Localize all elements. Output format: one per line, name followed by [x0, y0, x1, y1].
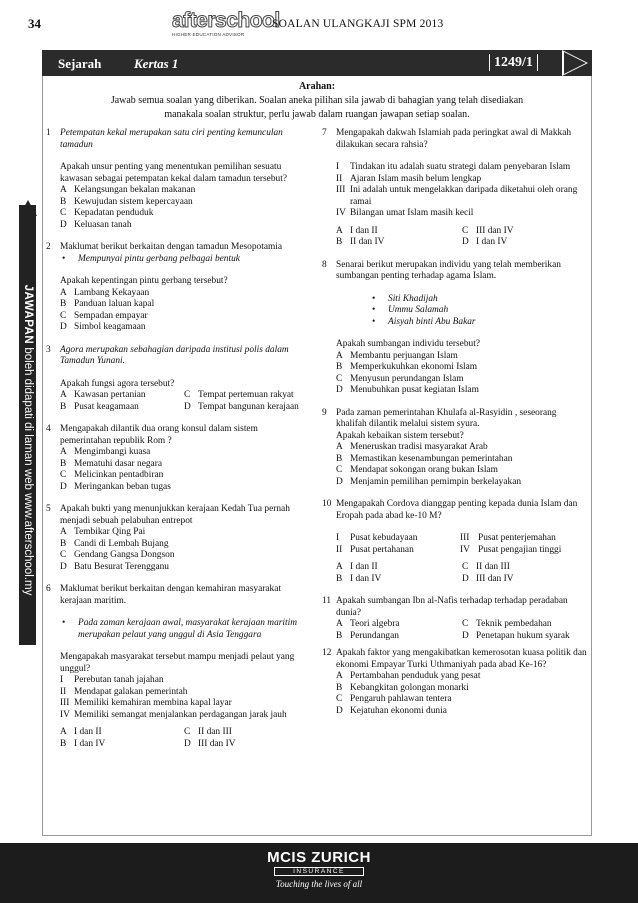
option[interactable]: Kelangsungan bekalan makanan — [74, 185, 196, 195]
question-11: 11 Apakah sumbangan Ibn al-Nafis terhadap terhadap peradaban dunia? A Teori algebra C Teknik pembedahan B Perundangan D Penetapan hukum syarak — [322, 596, 588, 642]
option[interactable]: Batu Besurat Terengganu — [74, 561, 169, 572]
option[interactable]: Kejatuhan ekonomi dunia — [350, 705, 447, 716]
subject-name: Sejarah — [58, 56, 102, 71]
option[interactable]: Meringankan beban tugas — [74, 481, 171, 492]
question-8: 8 Senarai berikut merupakan individu yang telah memberikan sumbangan penting terhadap agama Islam. • Siti Khadijah • Ummu Salamah • Aisyah binti Abu Bakar Apakah sumbangan individu tersebut? A Membantu perjuangan Islam B Memperkukuhkan ekonomi Islam C Menyusun perundangan Islam D Menubuhkan pusat kegiatan Islam — [322, 259, 561, 395]
footer-brand: MCIS ZURICH — [267, 849, 371, 866]
option[interactable]: Pengaruh pahlawan tentera — [350, 694, 452, 704]
option[interactable]: Kewujudan sistem kepercayaan — [74, 196, 193, 207]
question-6: 6 Maklumat berikut berkaitan dengan kemahiran masyarakat kerajaan maritim. • Pada zaman kerajaan awal, masyarakat kerajaan maritim merupakan pelaut yang unggul di Asia Tenggara Mengapakah masyarakat tersebut mampu menjadi pelaut yang unggul? I Perebutan tanah jajahan II Mendapat galakan pemerintah III Memiliki kemahiran membina kapal layar IV Memiliki semangat menjalankan perdagangan jarak jauh A I dan II C II dan III B I dan IV D III dan IV — [46, 584, 308, 750]
subject-bar — [42, 50, 592, 76]
option[interactable]: Candi di Lembah Bujang — [74, 538, 169, 549]
question-10: 10 Mengapakah Cordova dianggap penting kepada dunia Islam dan Eropah pada abad ke-10 M? I Pusat kebudayaan III Pusat penterjemahan II Pusat pertahanan IV Pusat pengajian tinggi A I dan II C II dan III B I dan IV D III dan IV — [322, 499, 588, 585]
question-4: 4 Mengapakah dilantik dua orang konsul dalam sistem pemerintahan republik Rom ? A Mengimbangi kuasa B Mematuhi dasar negara C Melicinkan pentadbiran D Meringankan beban tugas — [46, 424, 258, 492]
question-5: 5 Apakah bukti yang menunjukkan kerajaan Kedah Tua pernah menjadi sebuah pelabuhan entrepot A Tembikar Qing Pai B Candi di Lembah Bujang C Gendang Gangsa Dongson D Batu Besurat Terengganu — [46, 504, 290, 572]
option[interactable]: Kepadatan penduduk — [74, 208, 154, 218]
option[interactable]: Kebangkitan golongan monarki — [350, 682, 469, 693]
paper-code: 1249/1 — [489, 54, 538, 71]
side-banner-text: JAWAPAN boleh didapati di laman web www.afterschool.my — [22, 284, 34, 596]
option[interactable]: Tembikar Qing Pai — [74, 527, 146, 537]
option[interactable]: Menubuhkan pusat kegiatan Islam — [350, 385, 479, 395]
instructions: Arahan: Jawab semua soalan yang diberikan. Soalan aneka pilihan sila jawab di bahagian yang telah disediakan manakala soalan struktur, perlu jawab dalam ruangan jawapan setiap soalan. — [110, 81, 524, 120]
option[interactable]: Gendang Gangsa Dongson — [74, 550, 175, 560]
option[interactable]: II dan IV — [350, 237, 385, 247]
option[interactable]: Sempadan empayar — [74, 310, 148, 321]
question-3: 3 Agora merupakan sebahagian daripada institusi polis dalam Tamadun Yunani. Apakah fungsi agora tersebut? A Kawasan pertanian C Tempat pertemuan rakyat B Pusat keagamaan D Tempat bangunan kerajaan — [46, 345, 308, 414]
option[interactable]: Lambang Kekayaan — [74, 287, 150, 298]
question-12: 12 Apakah faktor yang mengakibatkan kemerosotan kuasa politik dan ekonomi Empayar Turki Uthmaniyah pada abad Ke-16? A Pertambahan penduduk yang pesat B Kebangkitan golongan monarki C Pengaruh pahlawan tentera D Kejatuhan ekonomi dunia — [322, 648, 587, 716]
question-2: 2 Maklumat berikut berkaitan dengan tamadun Mesopotamia • Mempunyai pintu gerbang pelbagai bentuk Apakah kepentingan pintu gerbang tersebut? A Lambang Kekayaan B Panduan laluan kapal C Sempadan empayar D Simbol keagamaan — [46, 242, 283, 332]
option[interactable]: Keluasan tanah — [74, 219, 132, 230]
option[interactable]: Mendapat sokongan orang bukan Islam — [350, 465, 498, 475]
option[interactable]: III dan IV — [476, 573, 514, 584]
option[interactable]: Menyusun perundangan Islam — [350, 373, 464, 384]
option[interactable]: I dan II — [350, 562, 378, 572]
page-number: 34 — [28, 16, 41, 31]
option[interactable]: I dan II — [74, 727, 102, 737]
arrow-up-icon — [19, 200, 37, 216]
option[interactable]: Mematuhi dasar negara — [74, 458, 162, 469]
paper-name: Kertas 1 — [134, 56, 179, 71]
option[interactable]: Tempat pertemuan rakyat — [198, 390, 294, 400]
option[interactable]: I dan II — [350, 225, 378, 236]
afterschool-logo: afterschool HIGHER EDUCATION ADVISOR — [172, 9, 280, 37]
footer-tagline: Touching the lives of all — [275, 879, 363, 889]
option[interactable]: Pusat keagamaan — [74, 401, 139, 412]
footer-insurance: INSURANCE — [274, 867, 364, 876]
left-column — [46, 128, 308, 750]
option[interactable]: Tempat bangunan kerajaan — [198, 401, 299, 412]
option[interactable]: I dan IV — [74, 738, 106, 749]
option[interactable]: Panduan laluan kapal — [74, 299, 155, 309]
option[interactable]: Mengimbangi kuasa — [74, 447, 151, 457]
option[interactable]: Membantu perjuangan Islam — [350, 350, 458, 361]
option[interactable]: II dan III — [198, 727, 232, 737]
option[interactable]: I dan IV — [350, 573, 382, 584]
option[interactable]: III dan IV — [198, 738, 236, 749]
option[interactable]: Teknik pembedahan — [476, 619, 552, 629]
question-9: 9 Pada zaman pemerintahan Khulafa al-Rasyidin , seseorang khalifah dilantik melalui sistem syura. Apakah kebaikan sistem tersebut? A Meneruskan tradisi masyarakat Arab B Memastikan kesenambungan pemerintahan C Mendapat sokongan orang bukan Islam D Menjamin pemilihan pemimpin berkelayakan — [322, 407, 557, 487]
question-1: 1 Petempatan kekal merupakan satu ciri penting kemunculan tamadun Apakah unsur penting yang menentukan pemilihan sesuatu kawasan sebagai petempatan kekal dalam tamadun tersebut? A Kelangsungan bekalan makanan B Kewujudan sistem kepercayaan C Kepadatan penduduk D Keluasan tanah — [46, 128, 287, 230]
option[interactable]: Perundangan — [350, 630, 399, 641]
option[interactable]: Menjamin pemilihan pemimpin berkelayakan — [350, 476, 522, 487]
option[interactable]: I dan IV — [476, 237, 508, 247]
header-title: SOALAN ULANGKAJI SPM 2013 — [272, 18, 444, 30]
option[interactable]: II dan III — [476, 562, 510, 572]
option[interactable]: Memastikan kesenambungan pemerintahan — [350, 453, 513, 464]
right-column — [322, 128, 588, 717]
option[interactable]: Kawasan pertanian — [74, 390, 146, 400]
option[interactable]: III dan IV — [476, 225, 514, 236]
option[interactable]: Memperkukuhkan ekonomi Islam — [350, 362, 478, 372]
option[interactable]: Simbol keagamaan — [74, 322, 146, 332]
option[interactable]: Penetapan hukum syarak — [476, 630, 570, 641]
option[interactable]: Teori algebra — [350, 619, 400, 629]
option[interactable]: Pertambahan penduduk yang pesat — [350, 671, 481, 681]
option[interactable]: Meneruskan tradisi masyarakat Arab — [350, 442, 488, 452]
option[interactable]: Melicinkan pentadbiran — [74, 470, 164, 480]
footer — [0, 843, 638, 903]
question-7: 7 Mengapakah dakwah Islamiah pada peringkat awal di Makkah dilakukan secara rahsia? I Tindakan itu adalah suatu strategi dalam penyebaran Islam II Ajaran Islam masih belum lengkap III Ini adalah untuk mengelakkan daripada diketahui oleh orang ramai IV Bilangan umat Islam masih kecil A I dan II C III dan IV B II dan IV D I dan IV — [322, 128, 588, 249]
